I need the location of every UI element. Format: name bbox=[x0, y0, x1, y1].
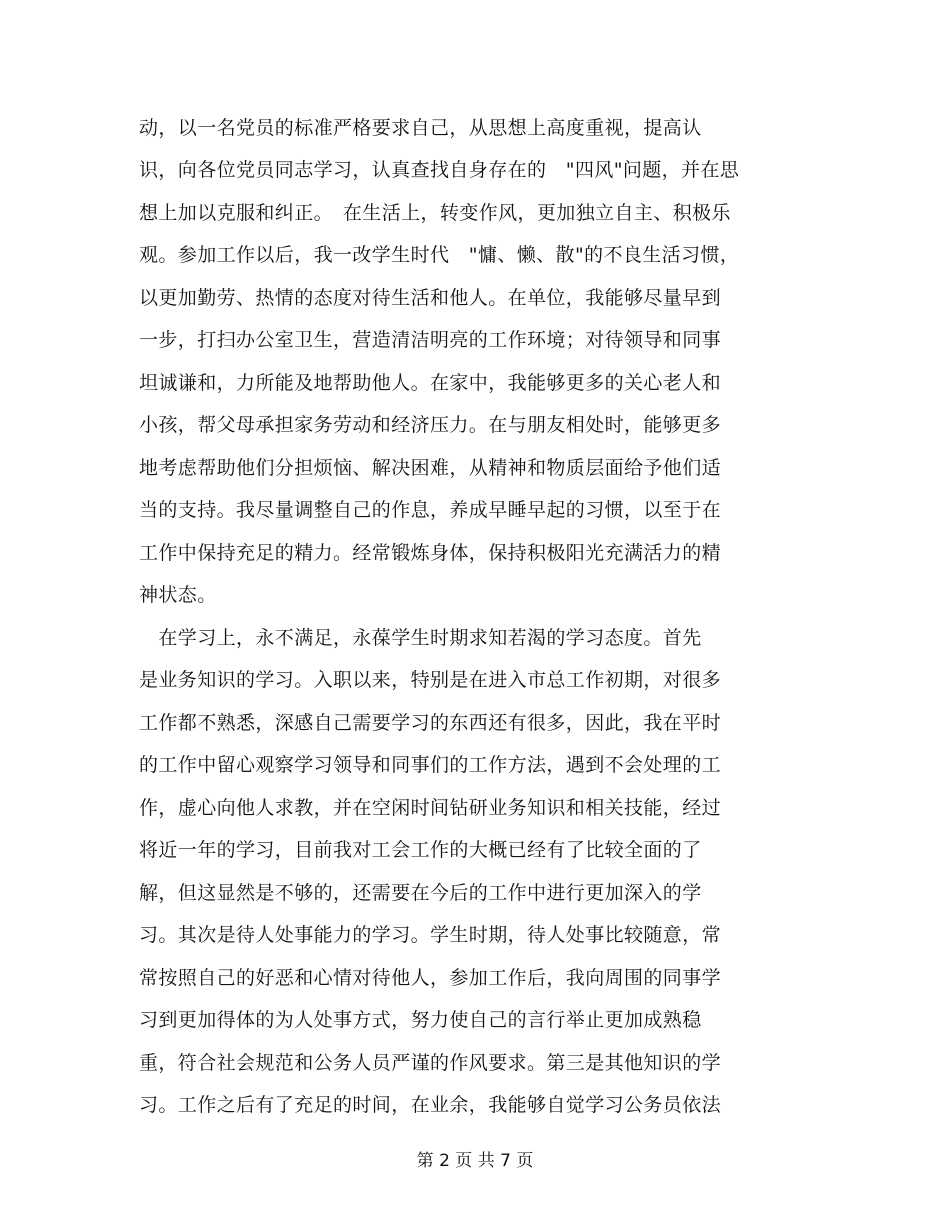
body-text-line: 作，虚心向他人求教，并在空闲时间钻研业务知识和相关技能，经过 bbox=[139, 797, 722, 819]
body-text-line: 坦诚谦和，力所能及地帮助他人。在家中，我能够更多的关心老人和 bbox=[139, 372, 722, 394]
page-number-footer: 第 2 页 共 7 页 bbox=[416, 1151, 534, 1171]
body-text-line: 是业务知识的学习。入职以来，特别是在进入市总工作初期，对很多 bbox=[139, 669, 722, 691]
body-text-line: 工作都不熟悉，深感自己需要学习的东西还有很多，因此，我在平时 bbox=[139, 712, 722, 734]
body-text-line: 观。参加工作以后，我一改学生时代 "慵、懒、散"的不良生活习惯， bbox=[139, 244, 740, 266]
body-text-line: 想上加以克服和纠正。 在生活上，转变作风，更加独立自主、积极乐 bbox=[139, 202, 731, 224]
body-text-line: 识，向各位党员同志学习，认真查找自身存在的 "四风"问题，并在思 bbox=[139, 159, 740, 181]
body-text-line: 的工作中留心观察学习领导和同事们的工作方法，遇到不会处理的工 bbox=[139, 754, 722, 776]
body-text-line: 地考虑帮助他们分担烦恼、解决困难，从精神和物质层面给予他们适 bbox=[139, 457, 722, 479]
body-text-line: 神状态。 bbox=[139, 584, 217, 606]
body-text-line: 小孩，帮父母承担家务劳动和经济压力。在与朋友相处时，能够更多 bbox=[139, 414, 722, 436]
body-text-line: 将近一年的学习，目前我对工会工作的大概已经有了比较全面的了 bbox=[139, 839, 702, 861]
body-text-line: 以更加勤劳、热情的态度对待生活和他人。在单位，我能够尽量早到 bbox=[139, 287, 722, 309]
body-text-line: 解，但这显然是不够的，还需要在今后的工作中进行更加深入的学 bbox=[139, 882, 702, 904]
body-text-line: 一步，打扫办公室卫生，营造清洁明亮的工作环境；对待领导和同事 bbox=[139, 329, 722, 351]
body-text-line: 重，符合社会规范和公务人员严谨的作风要求。第三是其他知识的学 bbox=[139, 1052, 722, 1074]
body-text-line: 常按照自己的好恶和心情对待他人，参加工作后，我向周围的同事学 bbox=[139, 967, 722, 989]
body-text-line: 习到更加得体的为人处事方式，努力使自己的言行举止更加成熟稳 bbox=[139, 1009, 702, 1031]
body-text-line: 习。其次是待人处事能力的学习。学生时期，待人处事比较随意，常 bbox=[139, 924, 722, 946]
body-text-line: 工作中保持充足的精力。经常锻炼身体，保持积极阳光充满活力的精 bbox=[139, 542, 722, 564]
body-text-line: 习。工作之后有了充足的时间，在业余，我能够自觉学习公务员依法 bbox=[139, 1094, 722, 1116]
body-text-line: 在学习上，永不满足，永葆学生时期求知若渴的学习态度。首先 bbox=[139, 627, 702, 649]
body-text-line: 当的支持。我尽量调整自己的作息，养成早睡早起的习惯，以至于在 bbox=[139, 499, 722, 521]
body-text-line: 动，以一名党员的标准严格要求自己，从思想上高度重视，提高认 bbox=[139, 117, 702, 139]
